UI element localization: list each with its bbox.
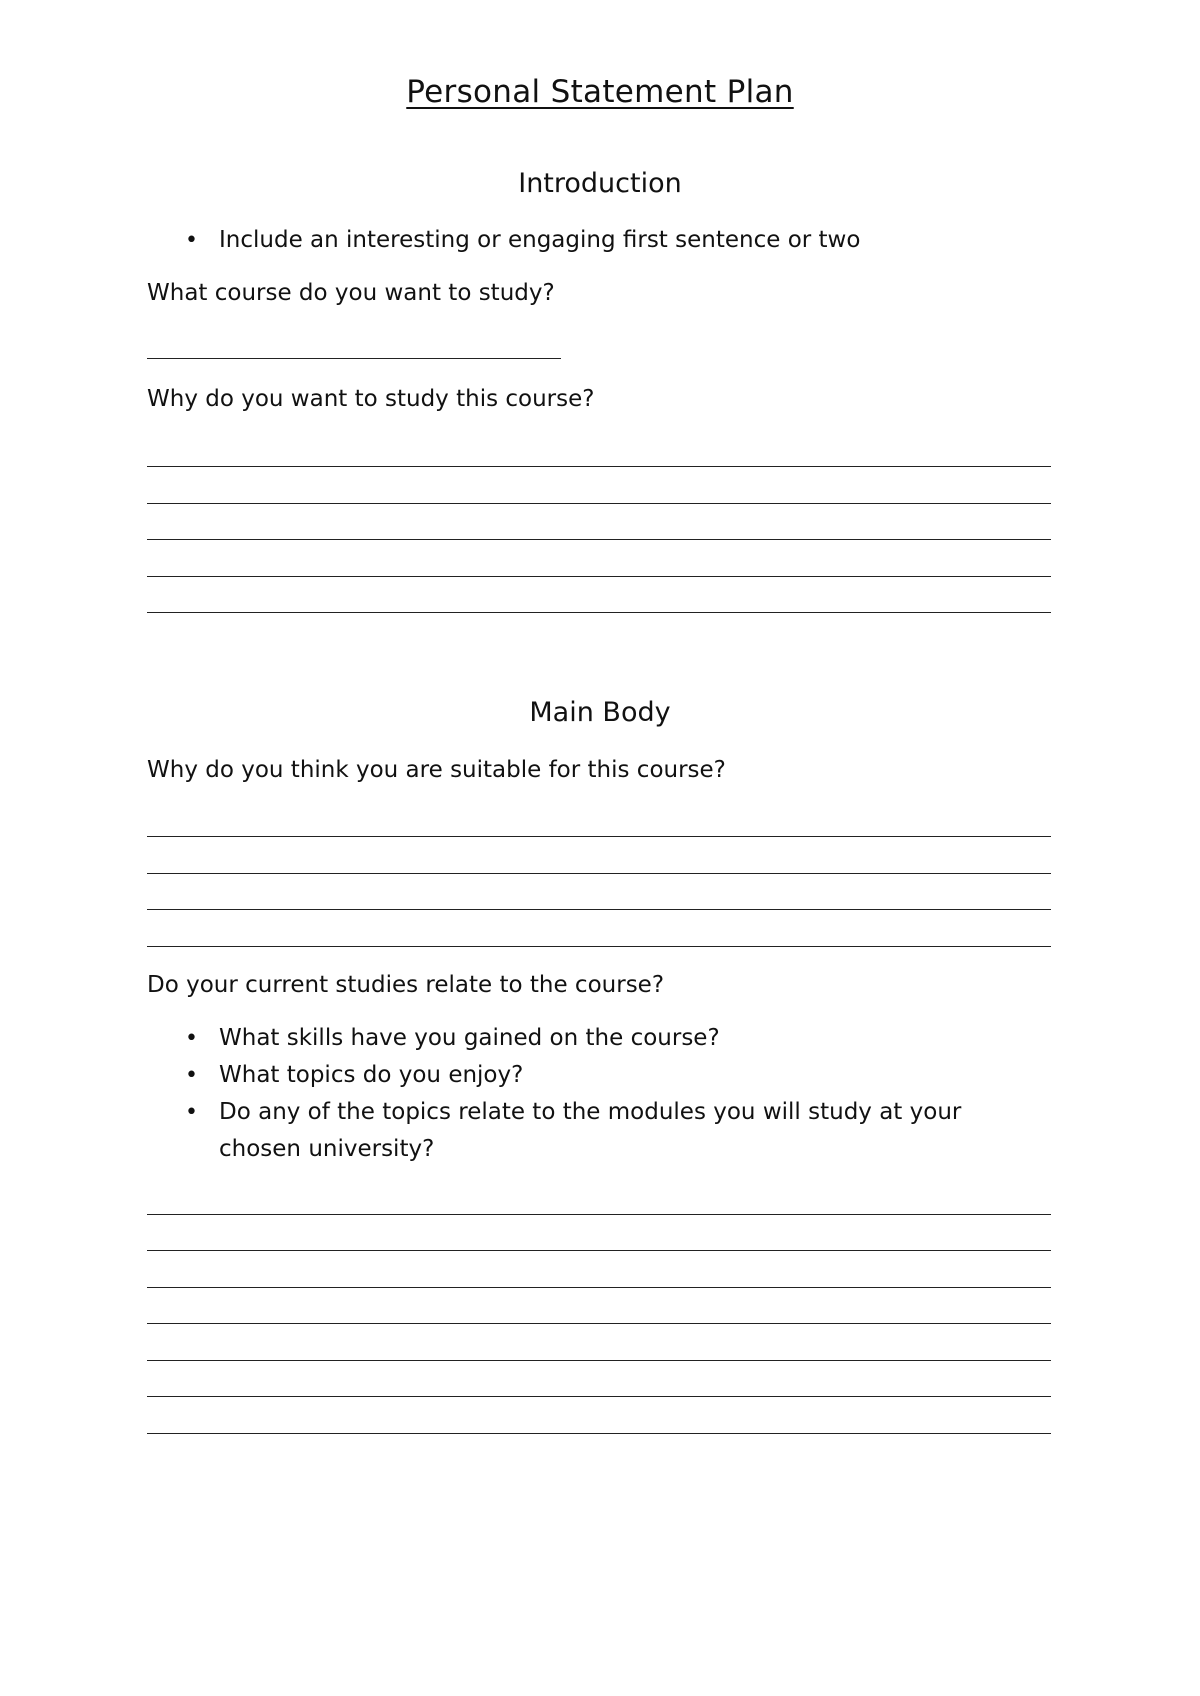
main-body-heading: Main Body (529, 697, 671, 728)
answer-line-studies-2[interactable] (147, 1250, 1051, 1251)
answer-line-studies-6[interactable] (147, 1396, 1051, 1397)
answer-line-studies-7[interactable] (147, 1433, 1051, 1434)
answer-line-studies-3[interactable] (147, 1287, 1051, 1288)
answer-line-suitable-1[interactable] (147, 836, 1051, 837)
answer-line-studies-5[interactable] (147, 1360, 1051, 1361)
list-item: • What skills have you gained on the course? (147, 1020, 1047, 1057)
answer-line-why-1[interactable] (147, 466, 1051, 467)
answer-line-suitable-2[interactable] (147, 873, 1051, 874)
question-course: What course do you want to study? (147, 280, 555, 306)
answer-line-suitable-4[interactable] (147, 946, 1051, 947)
question-current-studies: Do your current studies relate to the course? (147, 972, 665, 998)
question-suitable: Why do you think you are suitable for this course? (147, 757, 726, 783)
answer-line-why-3[interactable] (147, 539, 1051, 540)
answer-line-studies-1[interactable] (147, 1214, 1051, 1215)
question-why-course: Why do you want to study this course? (147, 386, 595, 412)
introduction-heading: Introduction (518, 168, 682, 199)
list-item: • Include an interesting or engaging first sentence or two (147, 222, 1047, 259)
answer-line-suitable-3[interactable] (147, 909, 1051, 910)
answer-line-studies-4[interactable] (147, 1323, 1051, 1324)
answer-line-why-2[interactable] (147, 503, 1051, 504)
main-body-bullet-list (147, 1020, 1047, 1168)
introduction-bullet-list (147, 222, 1047, 259)
answer-line-why-5[interactable] (147, 612, 1051, 613)
answer-line-course[interactable] (147, 358, 561, 359)
answer-line-why-4[interactable] (147, 576, 1051, 577)
page-title: Personal Statement Plan (406, 74, 794, 110)
list-item: • What topics do you enjoy? (147, 1057, 1047, 1094)
list-item: • Do any of the topics relate to the modules you will study at your chosen university? (147, 1094, 1047, 1168)
